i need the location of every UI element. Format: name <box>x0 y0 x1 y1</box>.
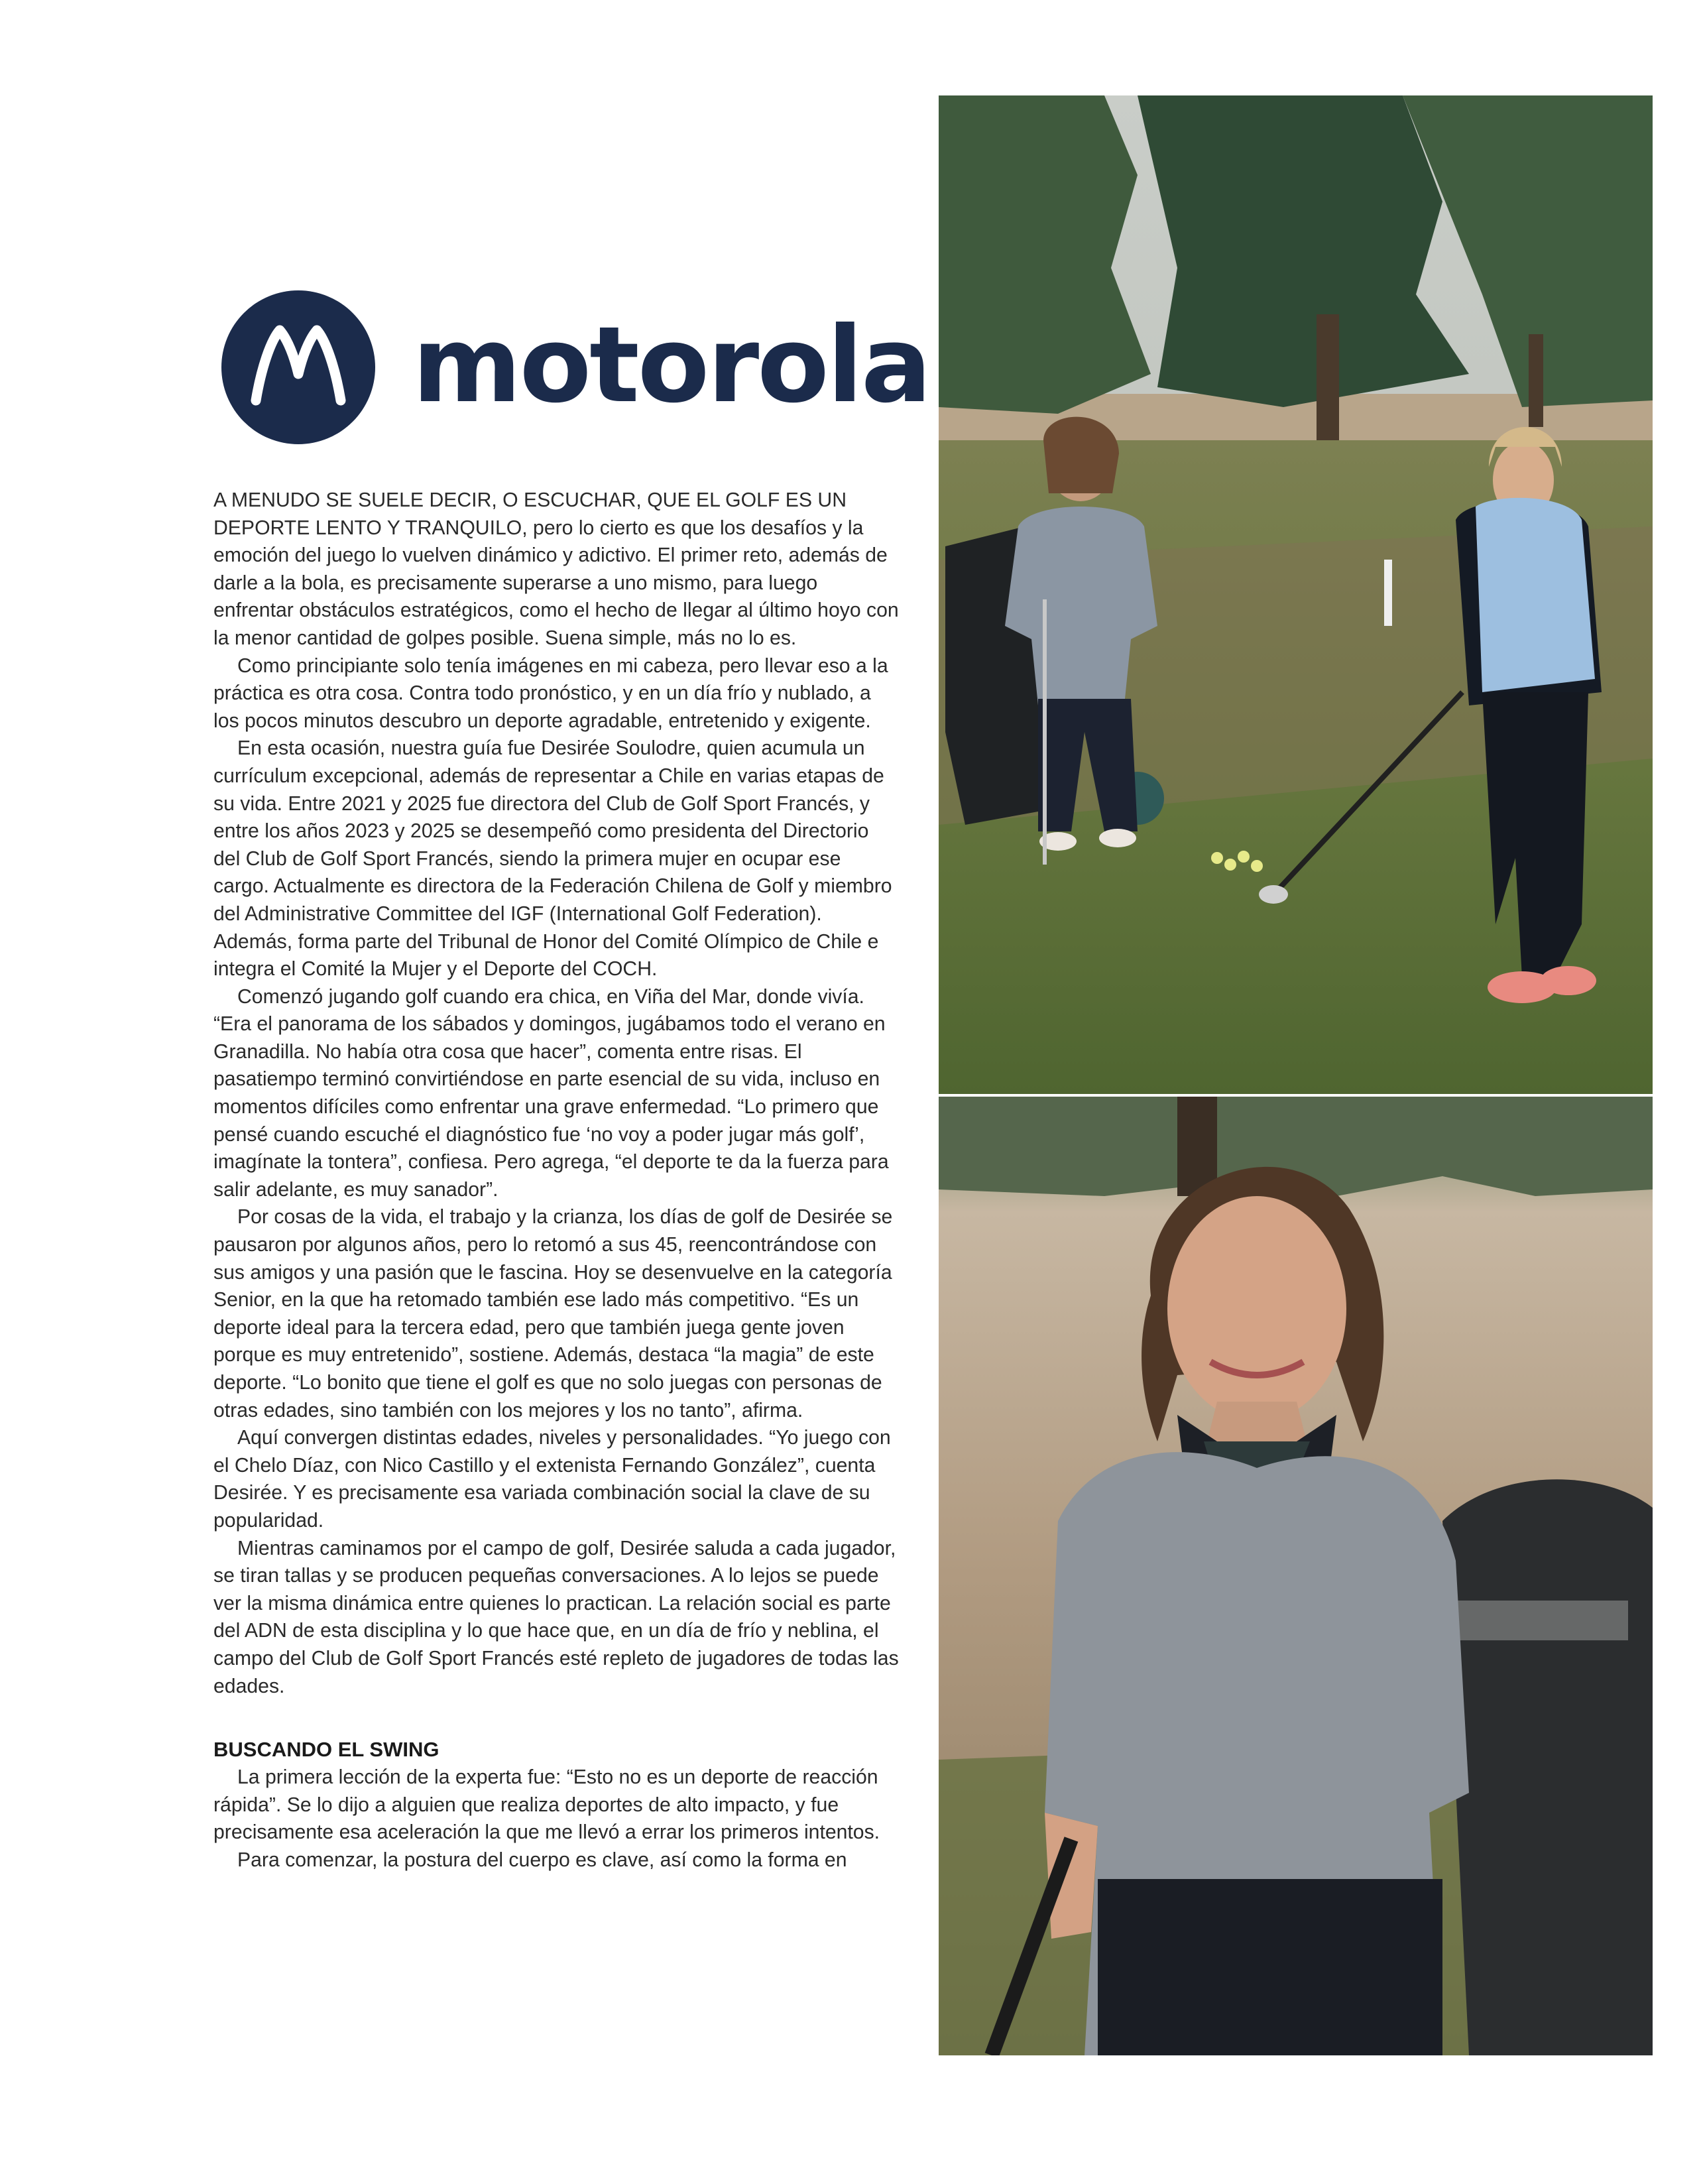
paragraph: Para comenzar, la postura del cuerpo es clave, así como la forma en <box>237 1849 847 1871</box>
section-heading: BUSCANDO EL SWING <box>213 1738 440 1762</box>
paragraph: Por cosas de la vida, el trabajo y la crianza, los días de golf de Desirée se pausaron por algunos años, pero lo retomó a sus 45, reencontrándose con sus amigos y una pasión que le fascina. Hoy se desenvuelve en la categoría Senior, en la que ha retomado también ese lado más competitivo. “Es un deporte ideal para la tercera edad, pero que también juega gente joven porque es muy entretenido”, sostiene. Además, destaca “la magia” de este deporte. “Lo bonito que tiene el golf es que no solo juegas con personas de otras edades, sino también con los mejores y los no tanto”, afirma. <box>213 1206 893 1422</box>
paragraph: Como principiante solo tenía imágenes en mi cabeza, pero llevar eso a la práctica es otra cosa. Contra todo pronóstico, y en un día frío y nublado, a los pocos minutos descubro un deporte agradable, entretenido y exigente. <box>213 654 888 732</box>
golf-photo-portrait <box>939 1097 1653 2055</box>
article-body <box>213 487 900 1874</box>
paragraph: Comenzó jugando golf cuando era chica, en Viña del Mar, donde vivía. “Era el panorama de los sábados y domingos, jugábamos todo el verano en Granadilla. No había otra cosa que hacer”, comenta entre risas. El pasatiempo terminó convirtiéndose en parte esencial de su vida, incluso en momentos difíciles como enfrentar una grave enfermedad. “Lo primero que pensé cuando escuché el diagnóstico fue ‘no voy a poder jugar más golf’, imagínate la tontera”, confiesa. Pero agrega, “el deporte te da la fuerza para salir adelante, es muy sanador”. <box>213 985 889 1201</box>
brand-wordmark: motorola <box>412 304 930 426</box>
paragraph <box>213 487 900 652</box>
article-lead-rest: pero lo cierto es que los desafíos y la emoción del juego lo vuelven dinámico y adictivo. El primer reto, además de darle a la bola, es precisamente superarse a uno mismo, para luego enfrentar obstáculos estratégicos, como el hecho de llegar al último hoyo con la menor cantidad de golpes posible. Suena simple, más no lo es. <box>213 516 899 649</box>
paragraph: Mientras caminamos por el campo de golf, Desirée saluda a cada jugador, se tiran tallas y se producen pequeñas conversaciones. A lo lejos se puede ver la misma dinámica entre quienes lo practican. La relación social es parte del ADN de esta disciplina y lo que hace que, en un día de frío y neblina, el campo del Club de Golf Sport Francés esté repleto de jugadores de todas las edades. <box>213 1537 899 1697</box>
paragraph: En esta ocasión, nuestra guía fue Desirée Soulodre, quien acumula un currículum excepcional, además de representar a Chile en varias etapas de su vida. Entre 2021 y 2025 fue directora del Club de Golf Sport Francés, y entre los años 2023 y 2025 se desempeñó como presidenta del Directorio del Club de Golf Sport Francés, siendo la primera mujer en ocupar ese cargo. Actualmente es directora de la Federación Chilena de Golf y miembro del Administrative Committee del IGF (International Golf Federation). Además, forma parte del Tribunal de Honor del Comité Olímpico de Chile e integra el Comité la Mujer y el Deporte del COCH. <box>213 737 892 981</box>
article-lead: A MENUDO SE SUELE DECIR, O ESCUCHAR, QUE EL GOLF ES UN DEPORTE LENTO Y TRANQUILO, <box>213 489 847 539</box>
paragraph: Aquí convergen distintas edades, niveles y personalidades. “Yo juego con el Chelo Díaz, con Nico Castillo y el extenista Fernando González”, cuenta Desirée. Y es precisamente esa variada combinación social la clave de su popularidad. <box>213 1427 891 1532</box>
paragraph: La primera lección de la experta fue: “Esto no es un deporte de reacción rápida”. Se lo dijo a alguien que realiza deportes de alto impacto, y fue precisamente esa aceleración la que me llevó a errar los primeros intentos. <box>213 1766 880 1844</box>
motorola-logo <box>221 290 930 444</box>
motorola-batwing-icon <box>221 290 375 444</box>
golf-photo-two-women <box>939 95 1653 1094</box>
